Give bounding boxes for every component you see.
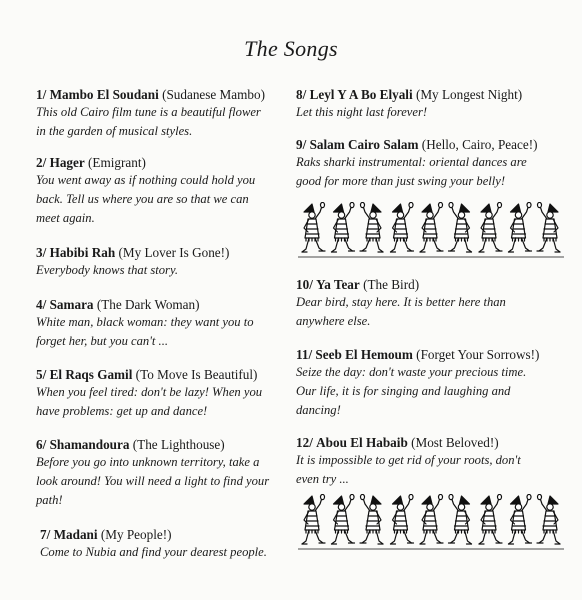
song-description-line: back. Tell us where you are so that we can bbox=[36, 192, 249, 206]
song-translation: (Emigrant) bbox=[88, 155, 146, 170]
song-translation: (Forget Your Sorrows!) bbox=[416, 347, 540, 362]
song-number: 1/ bbox=[36, 87, 47, 102]
song-name: Seeb El Hemoum bbox=[315, 347, 413, 362]
song-number: 4/ bbox=[36, 297, 47, 312]
song-entry-3 bbox=[36, 244, 286, 280]
song-description-line: Raks sharki instrumental: oriental dances are bbox=[296, 155, 527, 169]
dancers-frieze-top bbox=[296, 202, 566, 262]
song-description-line: Dear bird, stay here. It is better here than bbox=[296, 295, 506, 309]
song-description-line: meet again. bbox=[36, 211, 95, 225]
song-number: 3/ bbox=[36, 245, 47, 260]
song-description-line: It is impossible to get rid of your roots, don't bbox=[296, 453, 521, 467]
song-description-line: Everybody knows that story. bbox=[36, 263, 179, 277]
song-number: 11/ bbox=[296, 347, 313, 362]
dancing-figures-frieze-icon bbox=[296, 494, 566, 554]
song-translation: (To Move Is Beautiful) bbox=[135, 367, 258, 382]
song-entry-7 bbox=[40, 526, 290, 562]
song-number: 7/ bbox=[40, 527, 51, 542]
song-translation: (Hello, Cairo, Peace!) bbox=[421, 137, 538, 152]
song-description-line: in the garden of musical styles. bbox=[36, 124, 193, 138]
song-description-line: anywhere else. bbox=[296, 314, 371, 328]
song-name: Leyl Y A Bo Elyali bbox=[309, 87, 413, 102]
song-name: Ya Tear bbox=[316, 277, 360, 292]
song-description-line: look around! You will need a light to find your bbox=[36, 474, 270, 488]
song-number: 5/ bbox=[36, 367, 47, 382]
song-description-line: have problems: get up and dance! bbox=[36, 404, 208, 418]
song-name: Habibi Rah bbox=[49, 245, 116, 260]
song-number: 2/ bbox=[36, 155, 47, 170]
song-number: 12/ bbox=[296, 435, 313, 450]
song-name: Hager bbox=[49, 155, 85, 170]
song-description-line: This old Cairo film tune is a beautiful flower bbox=[36, 105, 261, 119]
song-name: Shamandoura bbox=[49, 437, 130, 452]
song-description-line: Seize the day: don't waste your precious time. bbox=[296, 365, 527, 379]
song-description-line: Let this night last forever! bbox=[296, 105, 428, 119]
song-description-line: When you feel tired: don't be lazy! When you bbox=[36, 385, 263, 399]
song-entry-9 bbox=[296, 136, 546, 191]
song-description-line: Before you go into unknown territory, take a bbox=[36, 455, 260, 469]
song-number: 6/ bbox=[36, 437, 47, 452]
song-entry-4 bbox=[36, 296, 286, 351]
song-name: Samara bbox=[49, 297, 94, 312]
song-entry-2 bbox=[36, 154, 286, 228]
song-translation: (Sudanese Mambo) bbox=[162, 87, 265, 102]
dancing-figures-frieze-icon bbox=[296, 202, 566, 262]
song-translation: (The Dark Woman) bbox=[96, 297, 200, 312]
song-translation: (Most Beloved!) bbox=[411, 435, 499, 450]
song-entry-11 bbox=[296, 346, 546, 420]
song-number: 9/ bbox=[296, 137, 307, 152]
song-translation: (The Lighthouse) bbox=[132, 437, 225, 452]
song-translation: (The Bird) bbox=[363, 277, 420, 292]
song-description-line: White man, black woman: they want you to bbox=[36, 315, 254, 329]
song-description-line: good for more than just swing your belly! bbox=[296, 174, 506, 188]
song-description-line: dancing! bbox=[296, 403, 341, 417]
page-title: The Songs bbox=[244, 36, 338, 61]
song-description-line: Our life, it is for singing and laughing and bbox=[296, 384, 511, 398]
song-description-line: forget her, but you can't ... bbox=[36, 334, 168, 348]
song-name: Madani bbox=[53, 527, 98, 542]
song-translation: (My Lover Is Gone!) bbox=[118, 245, 230, 260]
song-name: El Raqs Gamil bbox=[49, 367, 133, 382]
song-number: 10/ bbox=[296, 277, 313, 292]
song-entry-5 bbox=[36, 366, 286, 421]
song-description-line: path! bbox=[36, 493, 63, 507]
song-description-line: Come to Nubia and find your dearest people. bbox=[40, 545, 267, 559]
song-entry-8 bbox=[296, 86, 546, 122]
song-description-line: even try ... bbox=[296, 472, 349, 486]
song-name: Mambo El Soudani bbox=[49, 87, 159, 102]
song-entry-6 bbox=[36, 436, 286, 510]
song-translation: (My Longest Night) bbox=[415, 87, 523, 102]
song-entry-1 bbox=[36, 86, 286, 141]
dancers-frieze-bottom bbox=[296, 494, 566, 554]
song-name: Abou El Habaib bbox=[316, 435, 408, 450]
song-entry-12 bbox=[296, 434, 546, 489]
song-translation: (My People!) bbox=[100, 527, 172, 542]
song-number: 8/ bbox=[296, 87, 307, 102]
song-entry-10 bbox=[296, 276, 546, 331]
song-name: Salam Cairo Salam bbox=[309, 137, 419, 152]
song-description-line: You went away as if nothing could hold you bbox=[36, 173, 256, 187]
